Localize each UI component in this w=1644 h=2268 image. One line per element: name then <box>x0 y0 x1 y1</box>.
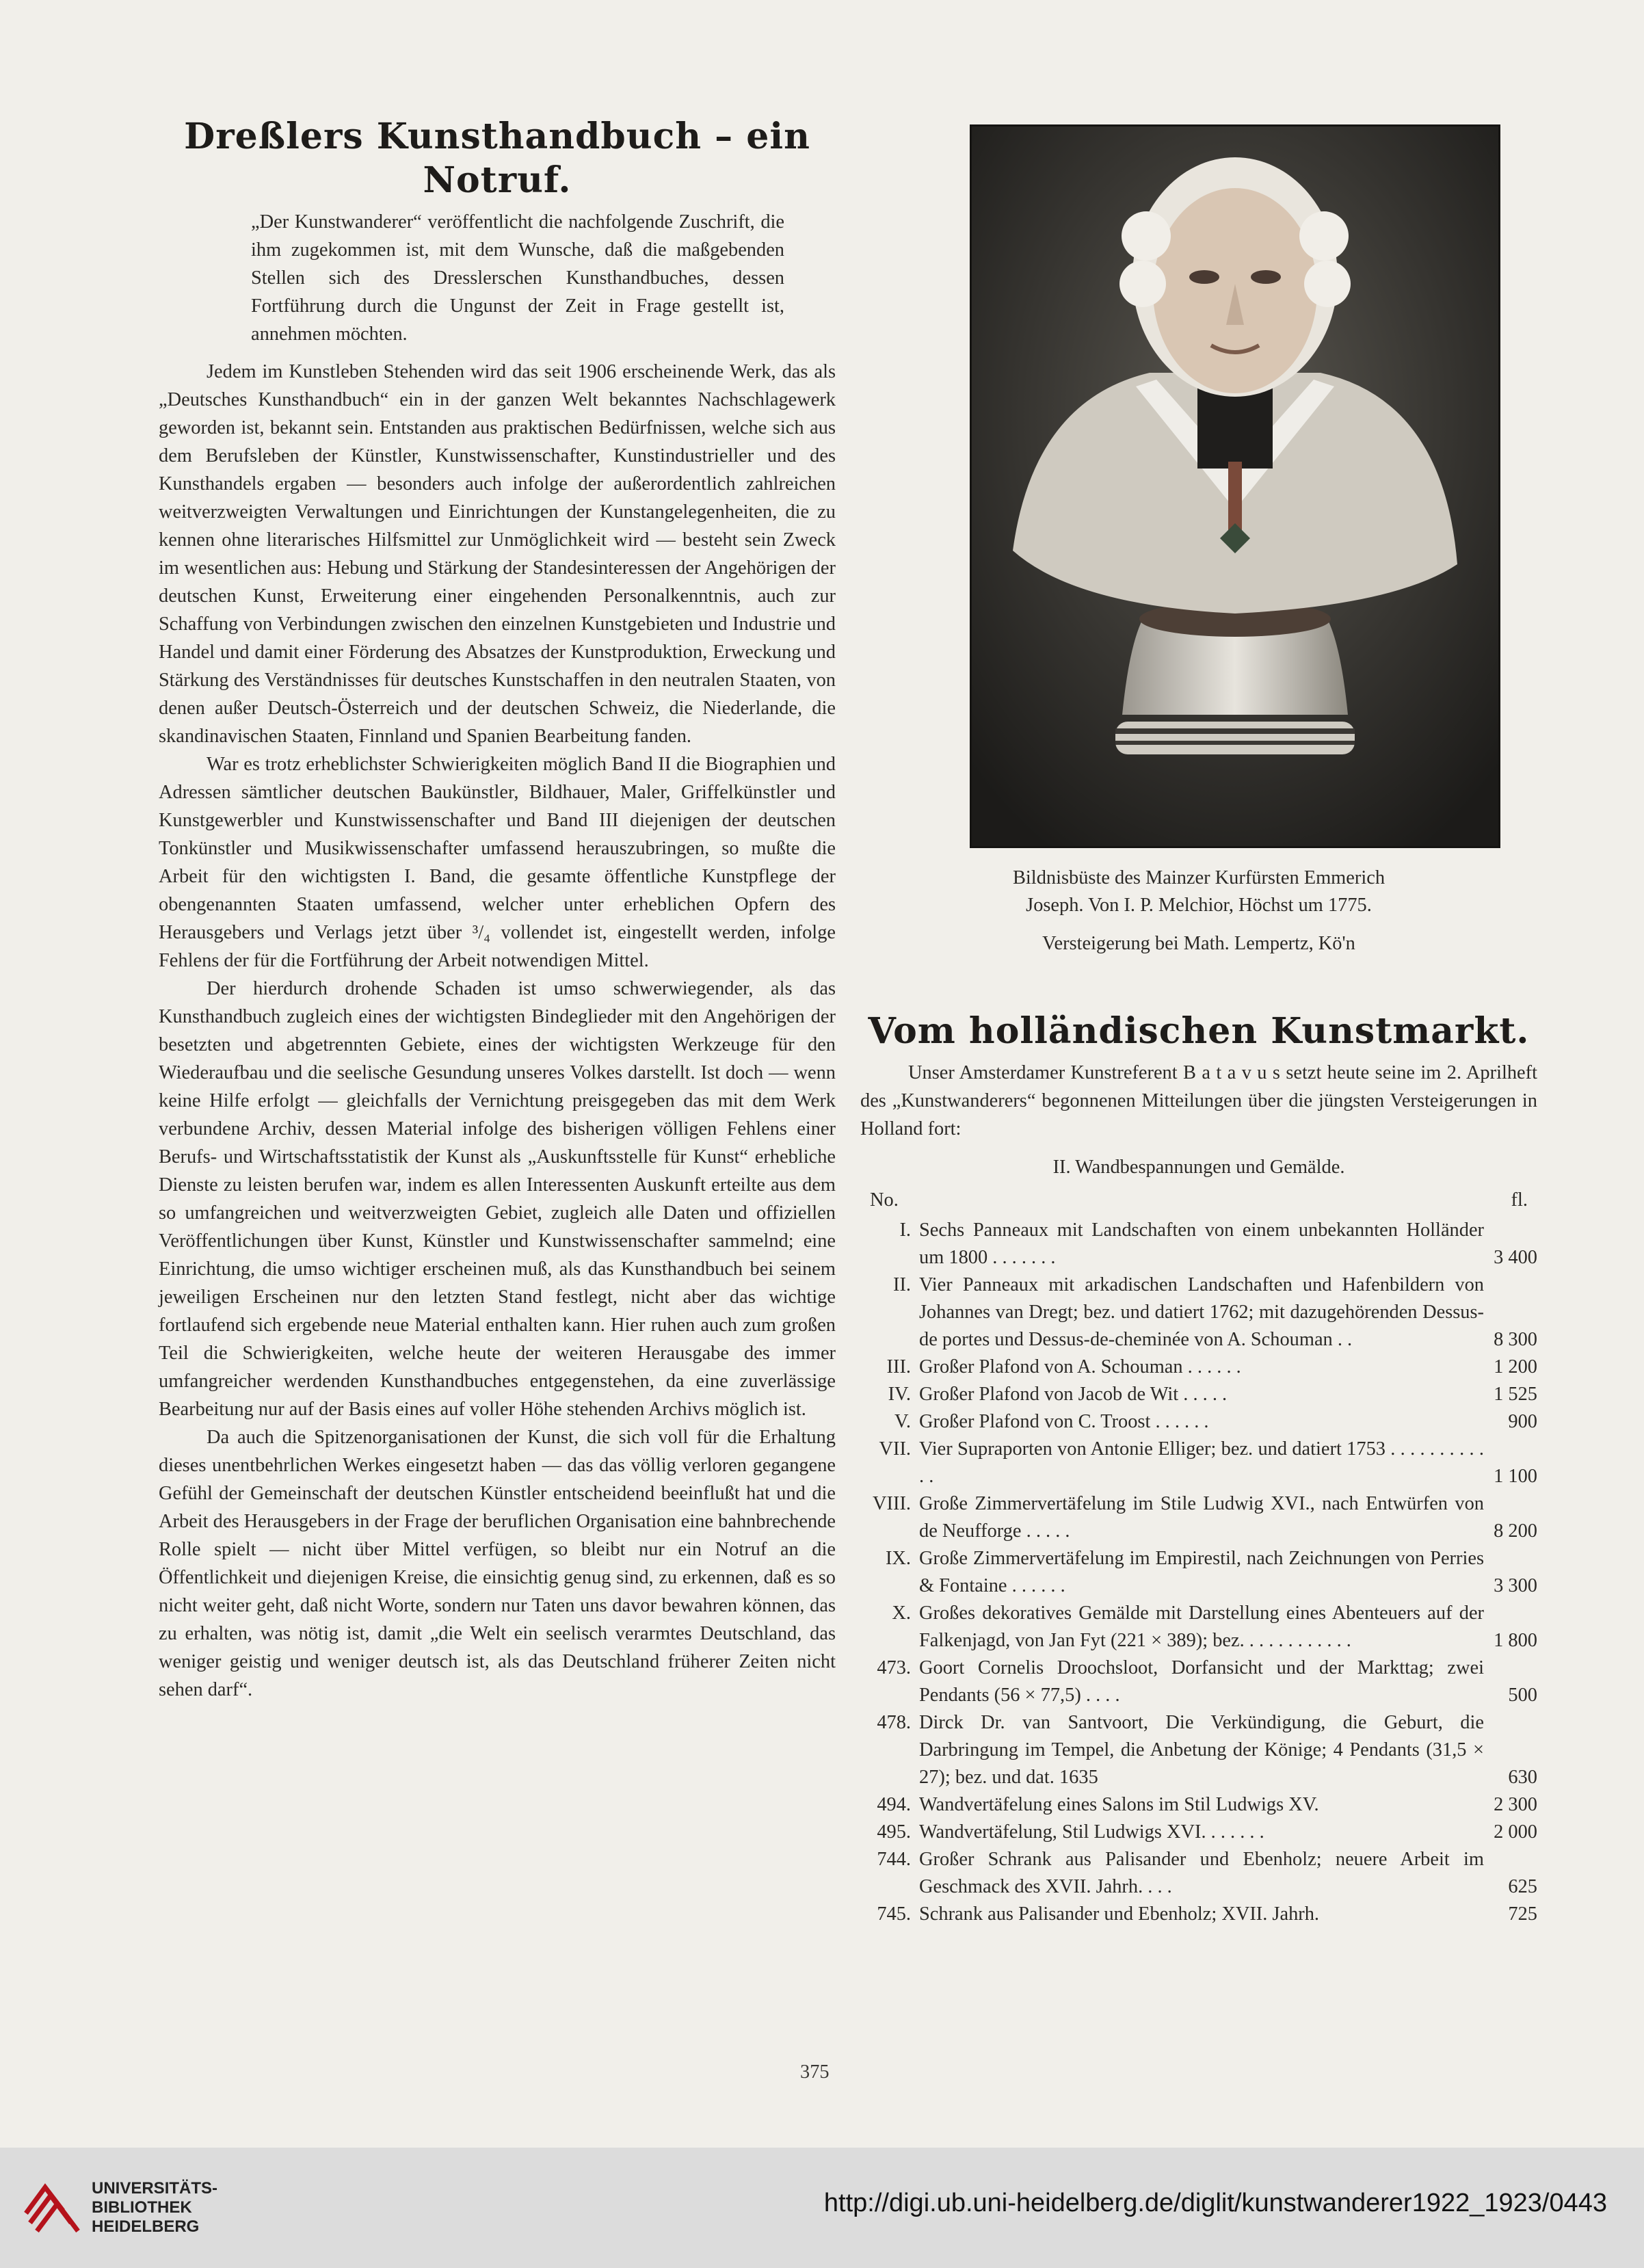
lot-number: IV. <box>888 1384 911 1405</box>
lot-item <box>860 1408 1537 1436</box>
left-column <box>159 115 836 1704</box>
page-number: 375 <box>800 2061 830 2083</box>
source-url-link[interactable]: http://digi.ub.uni-heidelberg.de/diglit/kunstwanderer1922_1923/0443 <box>823 2189 1607 2217</box>
lot-description: Wandvertäfelung, Stil Ludwigs XVI. . . . . . . <box>919 1821 1264 1843</box>
lot-description: Sechs Panneaux mit Landschaften von einem unbekannten Holländer um 1800 . . . . . . . <box>919 1219 1484 1268</box>
lot-description: Wandvertäfelung eines Salons im Stil Ludwigs XV. <box>919 1794 1319 1815</box>
lot-number: 495. <box>877 1821 911 1843</box>
lot-number: VIII. <box>873 1493 911 1514</box>
lot-description: Goort Cornelis Droochsloot, Dorfansicht und der Markttag; zwei Pendants (56 × 77,5) . . . . <box>919 1657 1484 1706</box>
lot-price: 725 <box>1508 1903 1537 1925</box>
lot-description: Schrank aus Palisander und Ebenholz; XVII. Jahrh. <box>919 1903 1320 1925</box>
lot-number: V. <box>894 1411 911 1432</box>
lot-price: 1 100 <box>1494 1466 1537 1487</box>
lot-description: Große Zimmervertäfelung im Empirestil, nach Zeichnungen von Perries & Fontaine . . . . . . <box>919 1548 1484 1596</box>
lot-number: I. <box>899 1219 911 1241</box>
figure-caption <box>860 865 1537 919</box>
lot-item <box>860 1490 1537 1545</box>
lot-description: Großer Plafond von Jacob de Wit . . . . . <box>919 1384 1228 1405</box>
lot-price: 900 <box>1508 1411 1537 1432</box>
lot-description: Großer Plafond von A. Schouman . . . . . . <box>919 1356 1241 1377</box>
lot-number: III. <box>886 1356 911 1377</box>
lot-price: 500 <box>1508 1685 1537 1706</box>
lot-number: 478. <box>877 1712 911 1733</box>
article-paragraph: Der hierdurch drohende Schaden ist umso schwerwiegender, als das Kunsthandbuch zugleich eines der wichtigsten Bindeglieder mit den Angehörigen der besetzten und abgetrennten Gebiete, eines der wichtigsten Werkzeuge für den Wiederaufbau und die seelische Gesundung unseres Volkes darstellt. Ist doch — wenn keine Hilfe erfolgt — gleichfalls der Vernichtung preisgegeben das mit dem Werk verbundene Archiv, dessen Material infolge des bisherigen völligen Fehlens einer Berufs- und Wirtschaftsstatistik der Kunst als „Auskunftsstelle für Kunst“ erhebliche Dienste zu leisten berufen war, indem es allen Interessenten Auskunft erteilte aus dem so umfangreichen und weitverzweigten Gebiet, zugleich alle Daten und offiziellen Veröffentlichungen über Kunst, Künstler und Kunstwissenschafter sammelnd; eine Einrichtung, die umso wichtiger erscheinen muß, als das Kunsthandbuch bei seinem jeweiligen Erscheinen nur den letzten Stand festlegt, nicht aber das wichtige fortlaufend sich ergebende neue Material enthalten kann. Hier ruhen auch zum großen Teil die Schwierigkeiten, welche heute der weiteren Herausgabe des immer umfangreicher werdenden Kunsthandbuches entgegenstehen, da eine zuverlässige Bearbeitung nur auf der Basis eines auf voller Höhe stehenden Archivs möglich ist. <box>159 978 836 1420</box>
lot-item <box>860 1654 1537 1709</box>
lot-number: X. <box>892 1603 911 1624</box>
bust-illustration <box>972 127 1498 846</box>
section-subheading: II. Wandbespannungen und Gemälde. <box>1052 1157 1345 1178</box>
lot-item <box>860 1819 1537 1846</box>
lot-price: 630 <box>1508 1767 1537 1788</box>
column-header-number: No. <box>870 1189 899 1211</box>
library-name-line: HEIDELBERG <box>92 2217 200 2236</box>
lot-price: 1 525 <box>1494 1384 1537 1405</box>
lot-price: 625 <box>1508 1876 1537 1897</box>
figure-caption-line: Bildnisbüste des Mainzer Kurfürsten Emmerich <box>1012 867 1386 888</box>
lot-price: 2 300 <box>1494 1794 1537 1815</box>
lot-number: 745. <box>877 1903 911 1925</box>
lot-item <box>860 1600 1537 1654</box>
digital-library-footer <box>0 2148 1644 2268</box>
lot-number: 473. <box>877 1657 911 1678</box>
lot-item <box>860 1217 1537 1271</box>
lot-price: 8 300 <box>1494 1329 1537 1350</box>
lot-description: Dirck Dr. van Santvoort, Die Verkündigung, die Geburt, die Darbringung im Tempel, die Anbetung der Könige; 4 Pendants (31,5 × 27); bez. und dat. 1635 <box>919 1712 1484 1788</box>
lot-item <box>860 1271 1537 1354</box>
lot-description: Großer Schrank aus Palisander und Ebenholz; neuere Arbeit im Geschmack des XVII. Jahrh. . . . <box>919 1849 1484 1897</box>
right-column <box>860 115 1537 1928</box>
library-name-line: UNIVERSITÄTS- <box>92 2179 218 2198</box>
lot-table-header <box>860 1187 1537 1214</box>
figure-credit: Versteigerung bei Math. Lempertz, Kö'n <box>1042 933 1355 954</box>
lot-number: 744. <box>877 1849 911 1870</box>
lot-description: Vier Supraporten von Antonie Elliger; bez. und datiert 1753 . . . . . . . . . . . . <box>919 1438 1484 1487</box>
lot-number: IX. <box>885 1548 911 1569</box>
library-logo-icon <box>21 2175 86 2241</box>
column-header-price: fl. <box>1511 1189 1528 1211</box>
bust-photograph <box>970 124 1500 848</box>
article-paragraph: Da auch die Spitzenorganisationen der Kunst, die sich voll für die Erhaltung dieses unentbehrlichen Werkes eingesetzt haben — das das völlig verloren gegangene Gefühl der Gemeinschaft der deutschen Künstler entscheidend beeinflußt hat und die Arbeit des Herausgebers in der Frage der beruflichen Organisation eine bahnbrechende Rolle spielt — nicht über Mittel verfügen, so bleibt nur ein Notruf an die Öffentlichkeit und diejenigen Kreise, die einsichtig genug sind, zu erkennen, daß es so nicht weiter geht, daß nicht Worte, sondern nur Taten uns davor bewahren können, das zu erhalten, was nötig ist, damit „die Welt ein seelisch verarmtes Deutschland, das weniger geistig und weniger deutsch ist, als das Deutschland früherer Zeiten nicht sehen darf“. <box>159 1427 836 1700</box>
article-intro: „Der Kunstwanderer“ veröffentlicht die nachfolgende Zuschrift, die ihm zugekommen ist, mit dem Wunsche, daß die maßgebenden Stellen sich des Dresslerschen Kunsthandbuches, dessen Fortführung durch die Ungunst der Zeit in Frage gestellt ist, annehmen möchten. <box>251 211 784 345</box>
lot-number: II. <box>892 1274 911 1295</box>
lot-price: 3 300 <box>1494 1575 1537 1596</box>
figure-caption-line: Joseph. Von I. P. Melchior, Höchst um 1775. <box>1026 895 1372 916</box>
lot-item <box>860 1381 1537 1408</box>
article-intro: Unser Amsterdamer Kunstreferent B a t a v u s setzt heute seine im 2. Aprilheft des „Kunstwanderers“ begonnenen Mitteilungen über die jüngsten Versteigerungen in Holland fort: <box>860 1062 1537 1139</box>
lot-price: 2 000 <box>1494 1821 1537 1843</box>
lot-item <box>860 1791 1537 1819</box>
lot-item <box>860 1901 1537 1928</box>
lot-number: 494. <box>877 1794 911 1815</box>
library-name <box>92 2179 217 2237</box>
article-paragraph: Jedem im Kunstleben Stehenden wird das seit 1906 erscheinende Werk, das als „Deutsches Kunsthandbuch“ ein in der ganzen Welt bekanntes Nachschlagewerk geworden ist, bekannt sein. Entstanden aus praktischen Bedürfnissen, welche sich aus dem Berufsleben der Künstler, Kunstwissenschafter, Kunstindustrieller und des Kunsthandels ergaben — besonders auch infolge der außerordentlich zahlreichen weitverzweigten Verwaltungen und Einrichtungen der Kunstangelegenheiten, die zu kennen ohne literarisches Hilfsmittel zur Unmöglichkeit wird — besteht sein Zweck im wesentlichen aus: Hebung und Stärkung der Standesinteressen der Angehörigen der deutschen Kunst, Erweiterung einer eingehenden Personalkenntnis, auch zur Schaffung von Verbindungen zwischen den einzelnen Kunstgebieten und Industrie und Handel und damit einer Förderung des Absatzes der Kunstproduktion, Erweckung und Stärkung des Verständnisses für deutsches Kunstschaffen in den neutralen Staaten, von denen außer Deutsch-Österreich und der deutschen Schweiz, die Niederlande, die skandinavischen Staaten, Finnland und Spanien Bearbeitung fanden. <box>159 361 836 747</box>
lot-description: Großer Plafond von C. Troost . . . . . . <box>919 1411 1209 1432</box>
lot-price: 1 200 <box>1494 1356 1537 1377</box>
lot-item <box>860 1436 1537 1490</box>
article-paragraph: War es trotz erheblichster Schwierigkeiten möglich Band II die Biographien und Adressen sämtlicher deutschen Baukünstler, Bildhauer, Maler, Griffelkünstler und Kunstgewerbler und Kunstwissenschafter und Band III diejenigen der deutschen Tonkünstler und Musikwissenschafter umfassend herauszubringen, so mußte die Arbeit für den wichtigsten I. Band, die gesamte öffentliche Kunstpflege der obengenannten Staaten umfassend, welcher unter erheblichen Opfern des Herausgebers und Verlags jetzt über ³/₄ vollendet ist, eingestellt werden, infolge Fehlens der für die Fortführung der Arbeit notwendigen Mittel. <box>159 754 836 971</box>
lot-item <box>860 1354 1537 1381</box>
lot-list <box>860 1217 1537 1928</box>
lot-description: Vier Panneaux mit arkadischen Landschaften und Hafenbildern von Johannes van Dregt; bez. und datiert 1762; mit dazugehörenden Dessus-de portes und Dessus-de-cheminée von A. Schouman . . <box>919 1274 1484 1350</box>
lot-price: 3 400 <box>1494 1247 1537 1268</box>
article-title: Dreßlers Kunsthandbuch – ein Notruf. <box>184 116 810 201</box>
lot-description: Großes dekoratives Gemälde mit Darstellung eines Abenteuers auf der Falkenjagd, von Jan Fyt (221 × 389); bez. . . . . . . . . . . . <box>919 1603 1484 1651</box>
lot-item <box>860 1709 1537 1791</box>
lot-price: 1 800 <box>1494 1630 1537 1651</box>
lot-description: Große Zimmervertäfelung im Stile Ludwig XVI., nach Entwürfen von de Neufforge . . . . . <box>919 1493 1484 1542</box>
lot-item <box>860 1846 1537 1901</box>
lot-price: 8 200 <box>1494 1520 1537 1542</box>
article-title: Vom holländischen Kunstmarkt. <box>868 1010 1530 1052</box>
lot-number: VII. <box>879 1438 911 1460</box>
library-name-line: BIBLIOTHEK <box>92 2198 192 2217</box>
lot-item <box>860 1545 1537 1600</box>
